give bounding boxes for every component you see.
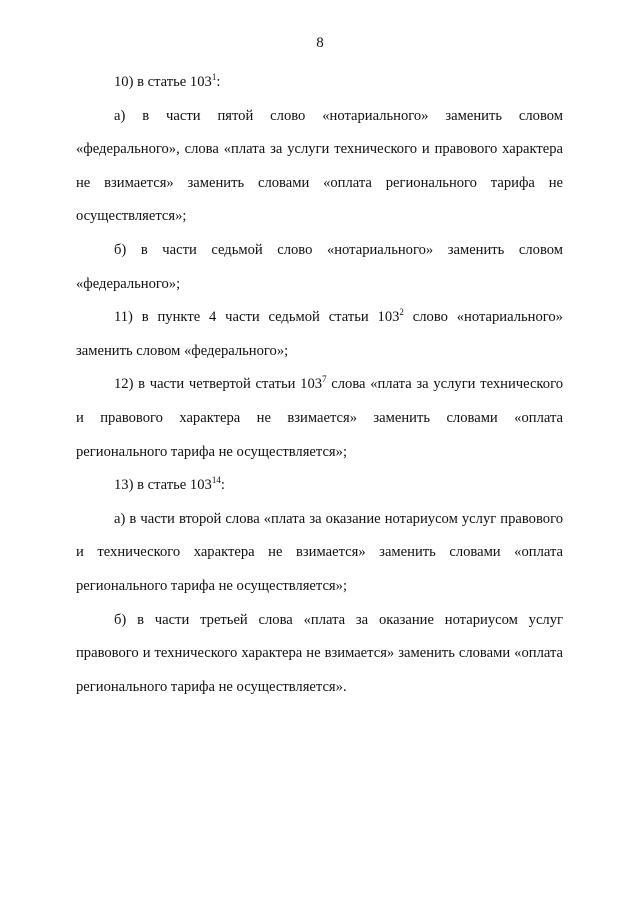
- item-12-text: 12) в части четвертой статьи 103: [114, 376, 323, 393]
- item-10-colon: :: [216, 74, 221, 90]
- document-body: [76, 66, 563, 704]
- item-13-heading: [76, 469, 563, 503]
- item-12-superscript: 7: [322, 374, 327, 385]
- item-10-text: 10) в статье 103: [114, 74, 212, 90]
- item-13-colon: :: [220, 477, 225, 494]
- item-10-a: а) в части пятой слово «нотариального» заменить словом «федерального», слова «плата за услуги технического и правового характера не взимается» заменить словами «оплата регионального тарифа не осуществляется»;: [76, 107, 563, 225]
- page-number: 8: [316, 35, 324, 51]
- item-13-b: б) в части третьей слова «плата за оказание нотариусом услуг правового и технического характера не взимается» заменить словами «оплата регионального тарифа не осуществляется».: [76, 611, 563, 695]
- item-12: [76, 368, 563, 469]
- item-12-rest: слова «плата за услуги технического и правового характера не взимается» заменить словами «оплата регионального тарифа не осуществляется»;: [76, 376, 563, 460]
- item-10-heading: [76, 66, 563, 100]
- item-11: [76, 301, 563, 368]
- item-13-a: а) в части второй слова «плата за оказание нотариусом услуг правового и технического характера не взимается» заменить словами «оплата регионального тарифа не осуществляется»;: [76, 510, 563, 594]
- item-10-b: б) в части седьмой слово «нотариального» заменить словом «федерального»;: [76, 241, 563, 292]
- item-11-rest: слово «нотариального» заменить словом «федерального»;: [76, 309, 563, 359]
- item-11-superscript: 2: [399, 307, 404, 318]
- item-10-superscript: 1: [211, 72, 217, 82]
- item-11-text: 11) в пункте 4 части седьмой статьи 103: [114, 309, 400, 326]
- item-13-superscript: 14: [211, 475, 221, 486]
- item-13-text: 13) в статье 103: [114, 477, 212, 494]
